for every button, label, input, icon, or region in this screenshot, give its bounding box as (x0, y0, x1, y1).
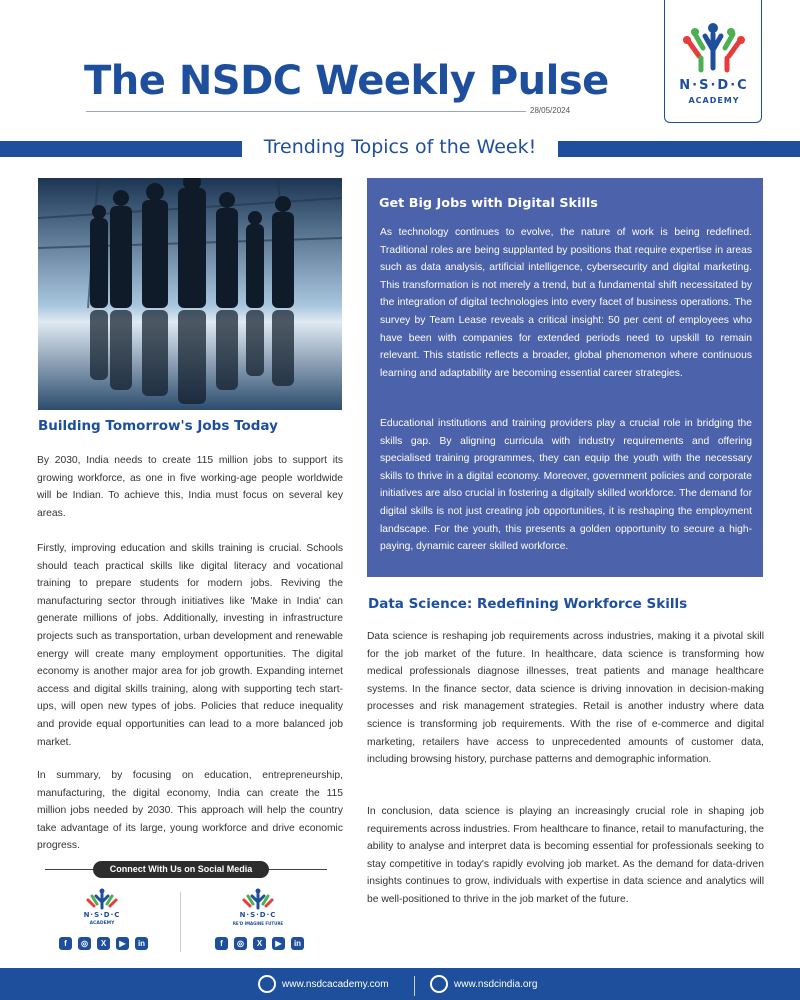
facebook-icon[interactable]: f (59, 937, 72, 950)
right-article-heading: Data Science: Redefining Workforce Skills (368, 596, 688, 612)
footer-link-nsdcacademy[interactable] (258, 975, 389, 993)
logo-letters: N·S·D·C (239, 911, 277, 919)
youtube-icon[interactable]: ▶ (116, 937, 129, 950)
logo-subtitle: ACADEMY (688, 96, 740, 105)
logo-subtitle: ACADEMY (89, 921, 115, 926)
right-article-paragraph: In conclusion, data science is playing an increasingly crucial role in shaping job requirements across industries. From healthcare to finance, retail to manufacturing, the ability to analyse and interpret data is becoming essential for professionals seeking to stay competitive in today's rapidly evolving job market. As the demand for data-driven insights continues to grow, individuals with expertise in data science and analytics will be well-positioned to thrive in the job market of the future. (367, 806, 764, 905)
people-logo-icon (72, 888, 132, 910)
logo-letters: N·S·D·C (679, 78, 749, 93)
band-left (0, 141, 242, 157)
footer-link-nsdcindia[interactable] (430, 975, 537, 993)
left-article-paragraph: Firstly, improving education and skills training is crucial. Schools should teach practical skills like digital literacy and vocational training to prepare students for modern jobs. Reviving the manufacturing sector through initiatives like 'Make in India' can generate millions of jobs. Additionally, investing in infrastructure projects such as transportation, urban development and renewable energy will create many employment opportunities. The digital economy is another major area for job growth. Expanding internet access and digital skills training, along with supporting tech start-ups, will open new types of jobs. Policies that reduce inequality and provide equal opportunities can lead to a more balanced job market. (37, 543, 343, 748)
logo-subtitle: RE'D IMAGINE FUTURE (232, 921, 284, 926)
x-icon[interactable]: X (253, 937, 266, 950)
footer-link-text: www.nsdcindia.org (454, 978, 538, 990)
business-people-silhouette-image (38, 178, 342, 410)
left-article-heading: Building Tomorrow's Jobs Today (38, 418, 278, 434)
social-column-divider (180, 892, 181, 952)
footer-separator (414, 976, 415, 996)
box-heading: Get Big Jobs with Digital Skills (379, 196, 598, 211)
left-article-paragraph: By 2030, India needs to create 115 million jobs to support its growing workforce, as one in five working-age people worldwide will be Indian. To achieve this, India must focus on several key areas. (37, 455, 343, 519)
facebook-icon[interactable]: f (215, 937, 228, 950)
box-paragraph: As technology continues to evolve, the nature of work is being redefined. Traditional roles are being supplanted by positions that require expertise in areas such as data analysis, artificial intelligence, cybersecurity and digital marketing. This transformation is not merely a trend, but a fundamental shift necessitated by the integration of digital technologies into every facet of business operations. The survey by Team Lease reveals a critical insight: 50 per cent of employees who have been with companies for extended periods need to upskill to remain relevant. This statistic reflects a broader, global phenomenon where continuous learning and adaptability are becoming essential career strategies. (380, 227, 752, 379)
right-article-paragraph: Data science is reshaping job requirements across industries, making it a pivotal skill for the job market of the future. In healthcare, data science is transforming how medical professionals diagnose illnesses, treat patients and manage healthcare systems. In the finance sector, data science is driving innovation in decision-making processes and risk management strategies. Retail is another industry where data science is transforming job requirements. With the rise of e-commerce and digital marketing, retailers have access to unprecedented amounts of customer data, including browsing history, purchase patterns and demographic information. (367, 631, 764, 766)
trending-topics-heading: Trending Topics of the Week! (263, 136, 537, 158)
linkedin-icon[interactable]: in (291, 937, 304, 950)
issue-date: 28/05/2024 (530, 106, 571, 115)
nsdc-academy-small-logo[interactable] (72, 888, 132, 932)
nsdc-india-small-logo[interactable] (228, 888, 288, 932)
band-right (558, 141, 800, 157)
youtube-icon[interactable]: ▶ (272, 937, 285, 950)
newsletter-title: The NSDC Weekly Pulse (84, 58, 609, 104)
x-icon[interactable]: X (97, 937, 110, 950)
nsdc-academy-logo[interactable] (664, 0, 762, 123)
footer-link-text: www.nsdcacademy.com (282, 978, 389, 990)
people-logo-icon (228, 888, 288, 910)
globe-icon (258, 975, 276, 993)
box-paragraph: Educational institutions and training providers play a crucial role in bridging the skills gap. By aligning curricula with industry requirements and offering specialised training programmes, they can equip the youth with the necessary skills to thrive in a digital economy. Moreover, government policies and corporate initiatives are also crucial in fostering a digitally skilled workforce. The demand for digital skills is not just creating job opportunities, it is reshaping the employment landscape. For the youth, this presents a golden opportunity to secure a high-paying, dynamic career skilled workforce. (380, 418, 752, 553)
left-article-paragraph: In summary, by focusing on education, entrepreneurship, manufacturing, the digital economy, India can create the 115 million jobs needed by 2030. This approach will help the country take advantage of its large, young workforce and drive economic progress. (37, 770, 343, 852)
social-icons-nsdc (215, 937, 304, 950)
social-media-label: Connect With Us on Social Media (93, 861, 269, 878)
instagram-icon[interactable]: ◎ (78, 937, 91, 950)
globe-icon (430, 975, 448, 993)
title-underline (86, 111, 526, 112)
logo-letters: N·S·D·C (83, 911, 121, 919)
footer-bar (0, 968, 800, 1000)
linkedin-icon[interactable]: in (135, 937, 148, 950)
instagram-icon[interactable]: ◎ (234, 937, 247, 950)
social-icons-academy (59, 937, 148, 950)
